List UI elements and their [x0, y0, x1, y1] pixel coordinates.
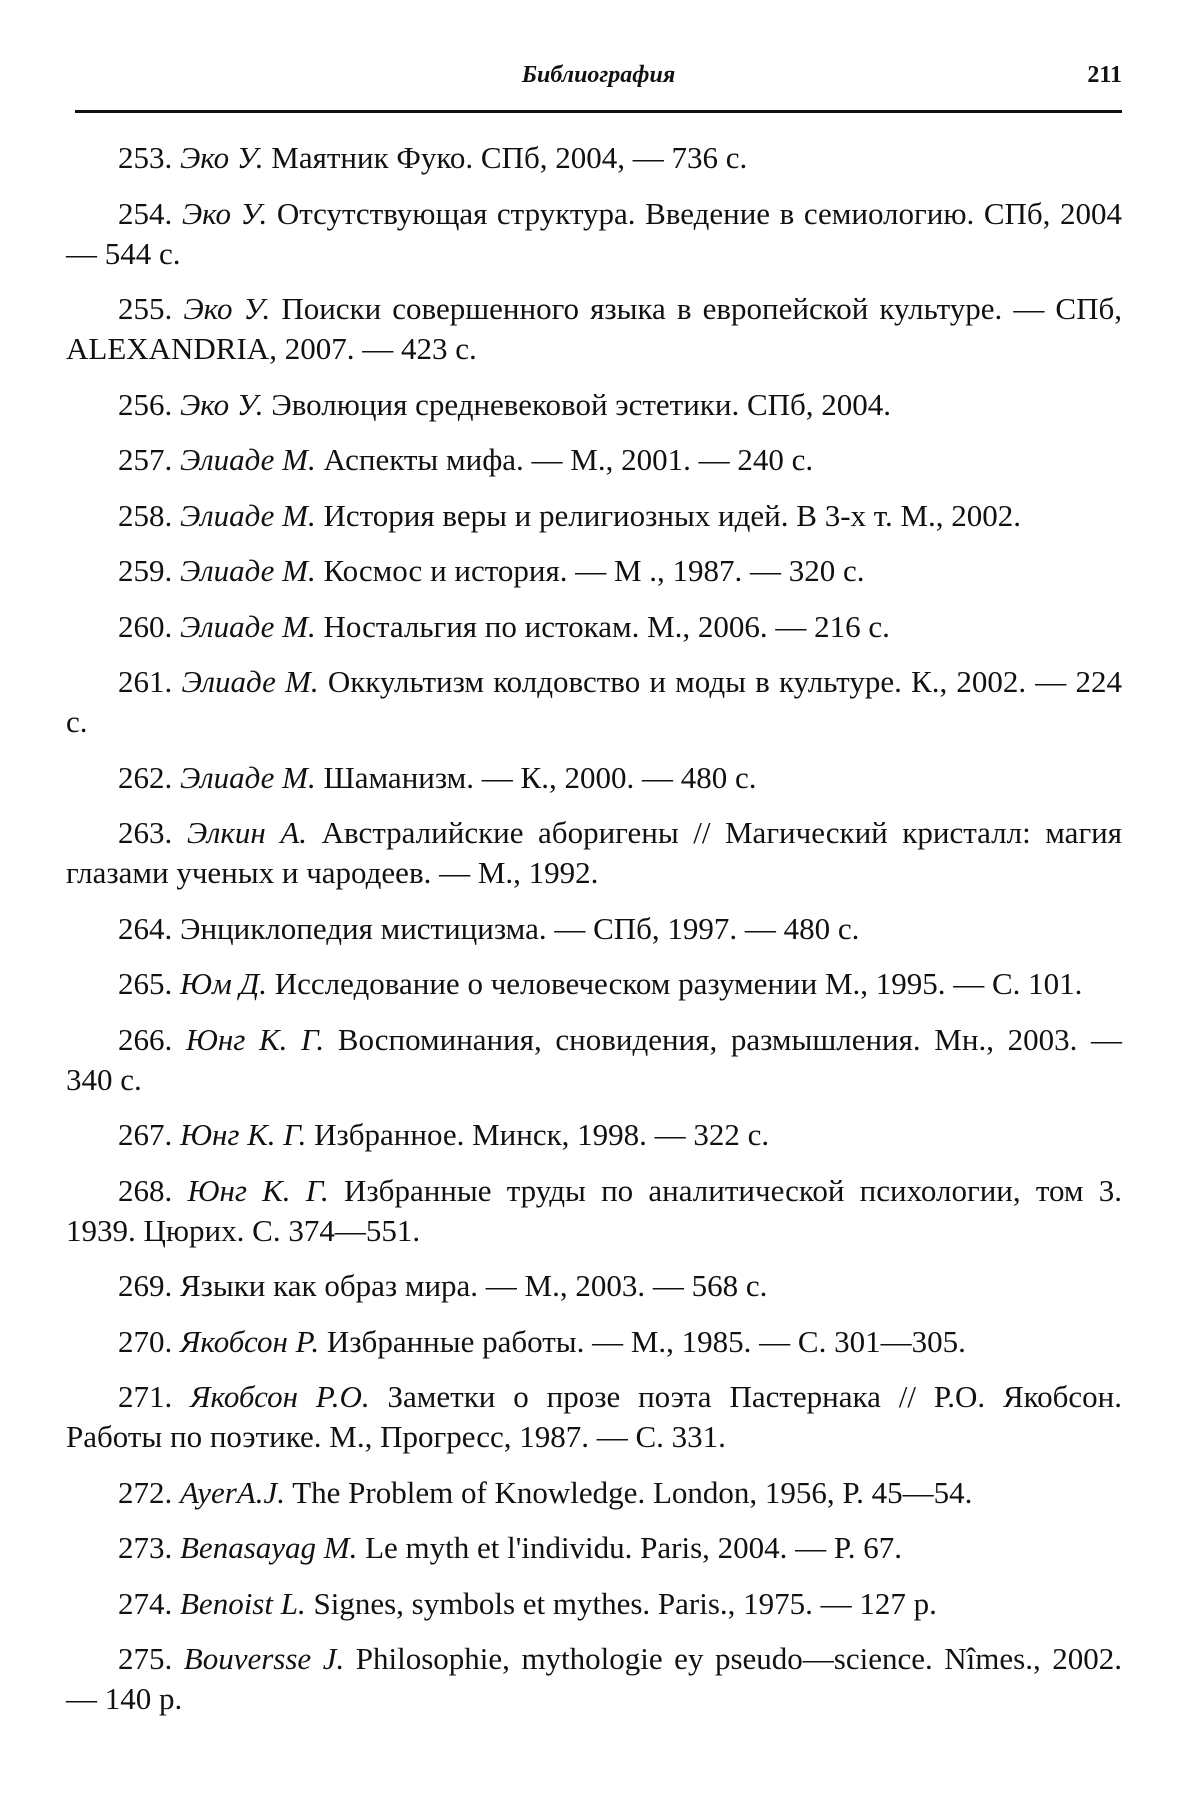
entry-number: 272. [118, 1474, 173, 1510]
entry-author: Benasayag M. [180, 1530, 358, 1565]
entry-text: Поиски совершенного языка в европейской культуре. — СПб, ALEXANDRIA, 2007. — 423 с. [66, 291, 1122, 366]
bibliography-entry [66, 138, 1122, 178]
bibliography-entry [66, 194, 1122, 274]
entry-number: 254. [118, 195, 173, 231]
entry-text: Исследование о человеческом разумении М., 1995. — С. 101. [274, 966, 1083, 1001]
entry-author: Элиаде М. [180, 442, 316, 477]
entry-author: AyerA.J. [180, 1474, 286, 1510]
entry-number: 258. [118, 497, 173, 533]
entry-number: 275. [118, 1641, 173, 1676]
entry-author: Эко У. [181, 195, 268, 231]
entry-text: Le myth et l'individu. Paris, 2004. — P. 67. [365, 1530, 902, 1565]
entry-author: Эко У. [180, 140, 264, 175]
entry-text: Воспоминания, сновидения, размышления. Мн., 2003. — 340 с. [66, 1021, 1123, 1097]
entry-number: 267. [118, 1117, 173, 1152]
bibliography-entry [66, 1322, 1122, 1362]
entry-author: Якобсон Р.О. [190, 1379, 370, 1414]
entry-author: Юм Д. [180, 966, 268, 1001]
page-number: 211 [1087, 62, 1122, 88]
bibliography-entry [66, 1473, 1122, 1513]
entry-author: Якобсон Р. [180, 1323, 320, 1359]
bibliography-entry [66, 758, 1122, 798]
entry-text: Избранное. Минск, 1998. — 322 с. [314, 1117, 770, 1152]
entry-number: 261. [118, 664, 173, 699]
entry-number: 268. [118, 1172, 173, 1208]
entry-number: 255. [118, 291, 173, 326]
bibliography-entry [66, 496, 1122, 536]
entry-number: 263. [118, 815, 173, 850]
entry-number: 253. [118, 140, 173, 175]
entry-author: Элиаде М. [180, 608, 316, 644]
bibliography-list [66, 138, 1122, 1735]
bibliography-entry [66, 440, 1122, 480]
bibliography-entry [66, 385, 1122, 425]
entry-text: Ностальгия по истокам. М., 2006. — 216 с. [323, 608, 890, 644]
bibliography-entry [66, 813, 1122, 893]
entry-author: Bouverssе J. [183, 1641, 345, 1676]
entry-author: Элиаде М. [181, 664, 319, 699]
entry-text: Отсутствующая структура. Введение в семиологию. СПб, 2004 — 544 с. [66, 195, 1123, 271]
bibliography-entry [66, 1584, 1122, 1624]
entry-text: История веры и религиозных идей. В 3-х т. М., 2002. [323, 497, 1022, 533]
entry-author: Юнг К. Г. [180, 1117, 307, 1152]
entry-author: Benoist L. [180, 1585, 306, 1621]
bibliography-entry [66, 1377, 1122, 1457]
entry-text: Языки как образ мира. — М., 2003. — 568 с. [180, 1268, 768, 1303]
entry-author: Юнг К. Г. [187, 1172, 329, 1208]
bibliography-entry [66, 1115, 1122, 1155]
entry-number: 262. [118, 759, 173, 795]
entry-text: Заметки о прозе поэта Пастернака // Р.О. Якобсон. Работы по поэтике. М., Прогресс, 1987. — С. 331. [66, 1379, 1123, 1454]
entry-text: Аспекты мифа. — М., 2001. — 240 с. [323, 442, 814, 477]
bibliography-entry [66, 964, 1122, 1004]
entry-text: Энциклопедия мистицизма. — СПб, 1997. — 480 с. [180, 910, 860, 946]
entry-number: 274. [118, 1585, 173, 1621]
entry-author: Элиаде М. [180, 497, 316, 533]
entry-number: 264. [118, 910, 173, 946]
entry-text: Маятник Фуко. СПб, 2004, — 736 с. [271, 140, 748, 175]
bibliography-entry [66, 1266, 1122, 1306]
entry-number: 256. [118, 386, 173, 422]
entry-text: Шаманизм. — К., 2000. — 480 с. [323, 759, 757, 795]
entry-text: Philosophie, mythologie ey pseudo—science. Nîmes., 2002. — 140 p. [66, 1641, 1122, 1716]
entry-text: Signes, symbols et mythes. Paris., 1975. — 127 p. [313, 1585, 937, 1621]
entry-author: Юнг К. Г. [185, 1021, 325, 1057]
entry-author: Элкин А. [186, 815, 308, 850]
entry-author: Элиаде М. [180, 759, 316, 795]
bibliography-entry [66, 1171, 1122, 1251]
bibliography-entry [66, 909, 1122, 949]
entry-number: 269. [118, 1268, 173, 1303]
bibliography-entry [66, 551, 1122, 591]
entry-text: Эволюция средневековой эстетики. СПб, 2004. [271, 386, 892, 422]
entry-number: 273. [118, 1530, 173, 1565]
running-title: Библиография [521, 62, 676, 88]
entry-number: 257. [118, 442, 173, 477]
entry-text: Избранные работы. — М., 1985. — С. 301—305. [326, 1323, 966, 1359]
bibliography-entry [66, 1639, 1122, 1719]
bibliography-entry [66, 607, 1122, 647]
bibliography-entry [66, 662, 1122, 742]
entry-number: 266. [118, 1021, 173, 1057]
entry-number: 271. [118, 1379, 173, 1414]
bibliography-entry [66, 1528, 1122, 1568]
entry-text: The Problem of Knowledge. London, 1956, P. 45—54. [292, 1474, 973, 1510]
bibliography-entry [66, 289, 1122, 369]
running-head [75, 62, 1122, 98]
entry-number: 260. [118, 608, 173, 644]
entry-author: Элиаде М. [180, 553, 316, 588]
entry-number: 270. [118, 1323, 173, 1359]
entry-text: Австралийские аборигены // Магический кристалл: магия глазами ученых и чародеев. — М., 1992. [66, 815, 1123, 890]
entry-text: Оккультизм колдовство и моды в культуре. К., 2002. — 224 с. [66, 664, 1122, 739]
bibliography-entry [66, 1020, 1122, 1100]
entry-author: Эко У. [183, 291, 271, 326]
header-rule [75, 110, 1122, 113]
entry-text: Космос и история. — М ., 1987. — 320 с. [323, 553, 865, 588]
entry-author: Эко У. [180, 386, 264, 422]
entry-number: 265. [118, 966, 173, 1001]
entry-number: 259. [118, 553, 173, 588]
entry-text: Избранные труды по аналитической психологии, том 3. 1939. Цюрих. С. 374—551. [66, 1172, 1123, 1248]
